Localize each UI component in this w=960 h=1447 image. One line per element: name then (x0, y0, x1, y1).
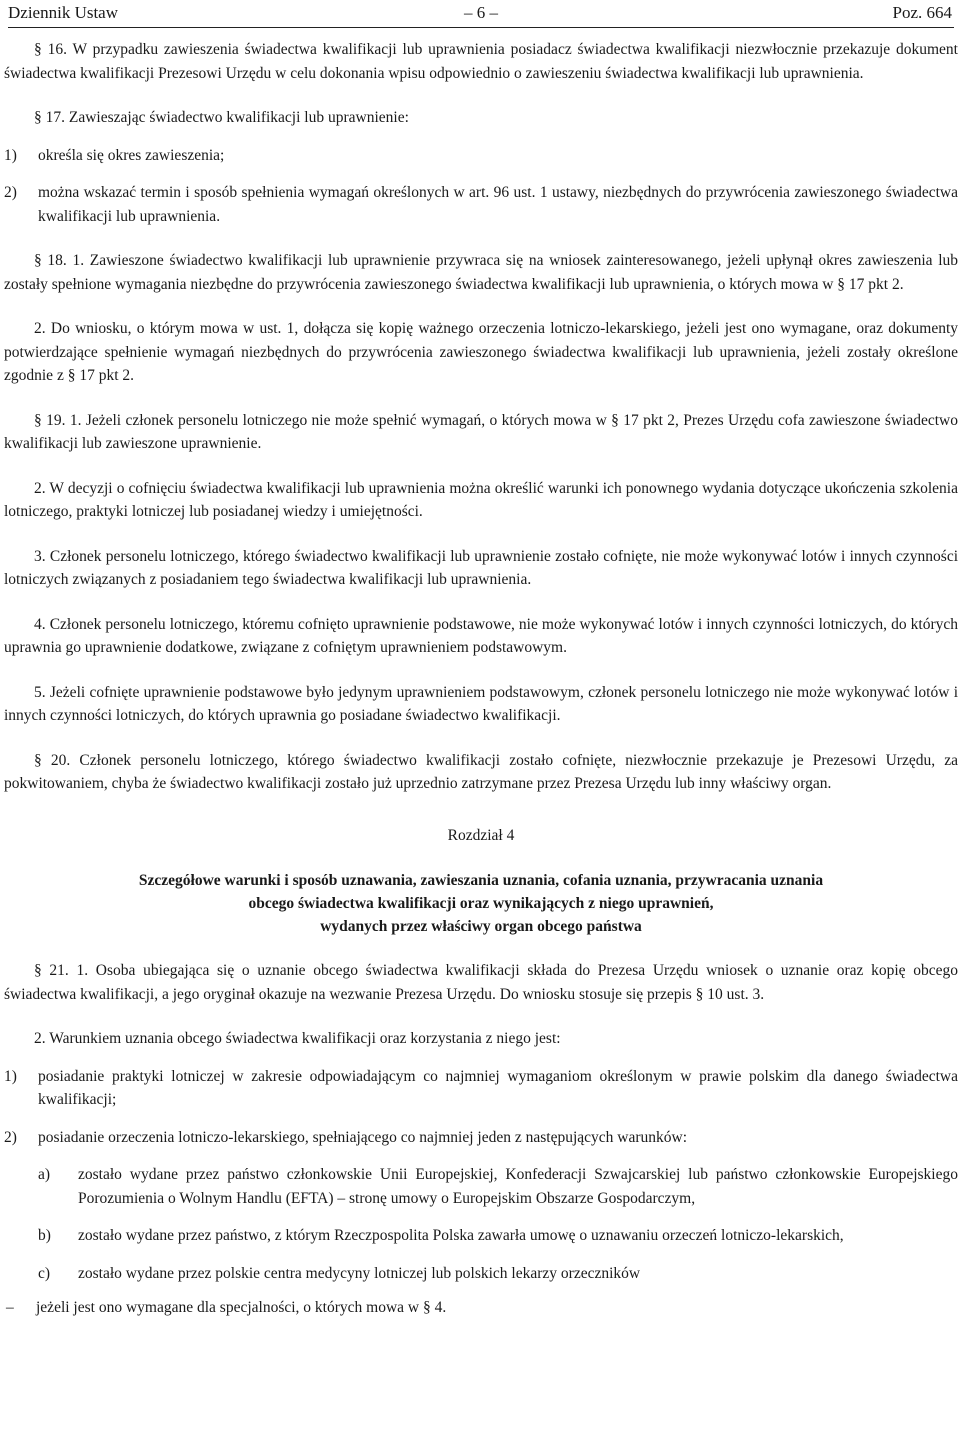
item-number: 2) (4, 184, 17, 201)
page-header (4, 0, 958, 26)
paragraph-17: § 17. Zawieszając świadectwo kwalifikacji lub uprawnienie: (34, 109, 409, 126)
dash-mark: – (6, 1299, 14, 1316)
list-item (4, 144, 958, 168)
paragraph-21-1: § 21. 1. Osoba ubiegająca się o uznanie obcego świadectwa kwalifikacji składa do Prezesa Urzędu wniosek o uznanie oraz kopię obcego świadectwa kwalifikacji, a jego oryginał okazuje na wezwanie Prezesa Urzędu. Do wniosku stosuje się przepis § 10 ust. 3. (4, 962, 958, 1003)
chapter-heading: Rozdział 4 (447, 826, 515, 844)
item-text: posiadanie orzeczenia lotniczo-lekarskiego, spełniającego co najmniej jeden z następujących warunków: (38, 1128, 688, 1146)
paragraph-19-4: 4. Członek personelu lotniczego, któremu cofnięto uprawnienie podstawowe, nie może wykonywać lotów i innych czynności lotniczych, do których uprawnia go uprawnienie dodatkowe, związane z cofniętym uprawnieniem podstawowym. (4, 615, 958, 656)
dash-text: jeżeli jest ono wymagane dla specjalności, o których mowa w § 4. (36, 1299, 447, 1316)
position-number: Poz. 664 (892, 3, 952, 22)
paragraph-18-2: 2. Do wniosku, o którym mowa w ust. 1, dołącza się kopię ważnego orzeczenia lotniczo-lekarskiego, jeżeli jest ono wymagane, oraz dokumenty potwierdzające spełnienie wymagań niezbędnych do przywrócenia zawieszonego świadectwa kwalifikacji lub uprawnienia, jeżeli zostały określone zgodnie z § 17 pkt 2. (4, 320, 958, 384)
item-number: 1) (4, 146, 17, 164)
list-item (4, 1065, 958, 1112)
item-text: można wskazać termin i sposób spełnienia wymagań określonych w art. 96 ust. 1 ustawy, niezbędnych do przywrócenia zawieszonego świadectwa kwalifikacji lub uprawnienia. (38, 184, 958, 225)
item-text: posiadanie praktyki lotniczej w zakresie odpowiadającym co najmniej wymaganiom określonym w prawie polskim dla danego świadectwa kwalifikacji; (38, 1067, 958, 1108)
sub-list-item (4, 1262, 958, 1286)
item-number: 2) (4, 1128, 17, 1146)
list-item (4, 1126, 958, 1150)
sub-list-item (4, 1224, 958, 1248)
paragraph-19-1: § 19. 1. Jeżeli członek personelu lotniczego nie może spełnić wymagań, o których mowa w § 17 pkt 2, Prezes Urzędu cofa zawieszone świadectwo kwalifikacji lub zawieszone uprawnienie. (4, 411, 958, 452)
sub-item-text: zostało wydane przez państwo, z którym Rzeczpospolita Polska zawarła umowę o uznawaniu orzeczeń lotniczo-lekarskich, (78, 1227, 844, 1244)
sub-item-letter: a) (38, 1166, 51, 1183)
sub-item-letter: c) (38, 1264, 51, 1282)
chapter-title-line: Szczegółowe warunki i sposób uznawania, zawieszania uznania, cofania uznania, przywracania uznania (138, 872, 824, 889)
chapter-title (4, 869, 958, 938)
paragraph-20: § 20. Członek personelu lotniczego, którego świadectwo kwalifikacji zostało cofnięte, niezwłocznie przekazuje je Prezesowi Urzędu, za pokwitowaniem, chyba że świadectwo kwalifikacji zostało już uprzednio zatrzymane przez Prezesa Urzędu lub inny właściwy organ. (4, 751, 958, 792)
sub-item-letter: b) (38, 1227, 51, 1244)
item-number: 1) (4, 1067, 17, 1085)
dash-clause (4, 1296, 958, 1320)
chapter-title-line: obcego świadectwa kwalifikacji oraz wynikających z niego uprawnień, (248, 895, 714, 912)
document-body (4, 26, 958, 1320)
paragraph-21-2: 2. Warunkiem uznania obcego świadectwa kwalifikacji oraz korzystania z niego jest: (34, 1030, 561, 1047)
paragraph-19-2: 2. W decyzji o cofnięciu świadectwa kwalifikacji lub uprawnienia można określić warunki ich ponownego wydania dotyczące ukończenia szkolenia lotniczego, praktyki lotniczej lub posiadanej wiedzy i umiejętności. (4, 479, 958, 520)
paragraph-18-1: § 18. 1. Zawieszone świadectwo kwalifikacji lub uprawnienie przywraca się na wniosek zainteresowanego, jeżeli upłynął okres zawieszenia lub zostały spełnione wymagania niezbędne do przywrócenia zawieszonego świadectwa kwalifikacji lub uprawnienia, o których mowa w § 17 pkt 2. (4, 252, 958, 293)
paragraph-16: § 16. W przypadku zawieszenia świadectwa kwalifikacji lub uprawnienia posiadacz świadectwa kwalifikacji niezwłocznie przekazuje dokument świadectwa kwalifikacji Prezesowi Urzędu w celu dokonania wpisu odpowiednio o zawieszeniu świadectwa kwalifikacji lub uprawnienia. (4, 41, 958, 82)
header-rule (8, 27, 954, 28)
item-text: określa się okres zawieszenia; (38, 146, 225, 164)
journal-name: Dziennik Ustaw (8, 3, 119, 22)
paragraph-19-5: 5. Jeżeli cofnięte uprawnienie podstawowe było jedynym uprawnieniem podstawowym, członek personelu lotniczego nie może wykonywać lotów i innych czynności lotniczych, do których uprawnia go posiadane świadectwo kwalifikacji. (4, 683, 958, 724)
sub-list-item (4, 1163, 958, 1210)
chapter-title-line: wydanych przez właściwy organ obcego państwa (320, 918, 642, 935)
paragraph-19-3: 3. Członek personelu lotniczego, którego świadectwo kwalifikacji lub uprawnienie zostało cofnięte, nie może wykonywać lotów i innych czynności lotniczych związanych z posiadaniem tego świadectwa kwalifikacji lub uprawnienia. (4, 547, 958, 588)
page-number: – 6 – (464, 3, 498, 22)
sub-item-text: zostało wydane przez państwo członkowskie Unii Europejskiej, Konfederacji Szwajcarskiej lub państwo członkowskie Europejskiego Porozumienia o Wolnym Handlu (EFTA) – stronę umowy o Europejskim Obszarze Gospodarczym, (78, 1166, 958, 1207)
sub-item-text: zostało wydane przez polskie centra medycyny lotniczej lub polskich lekarzy orzeczników (78, 1264, 641, 1282)
list-item (4, 181, 958, 228)
